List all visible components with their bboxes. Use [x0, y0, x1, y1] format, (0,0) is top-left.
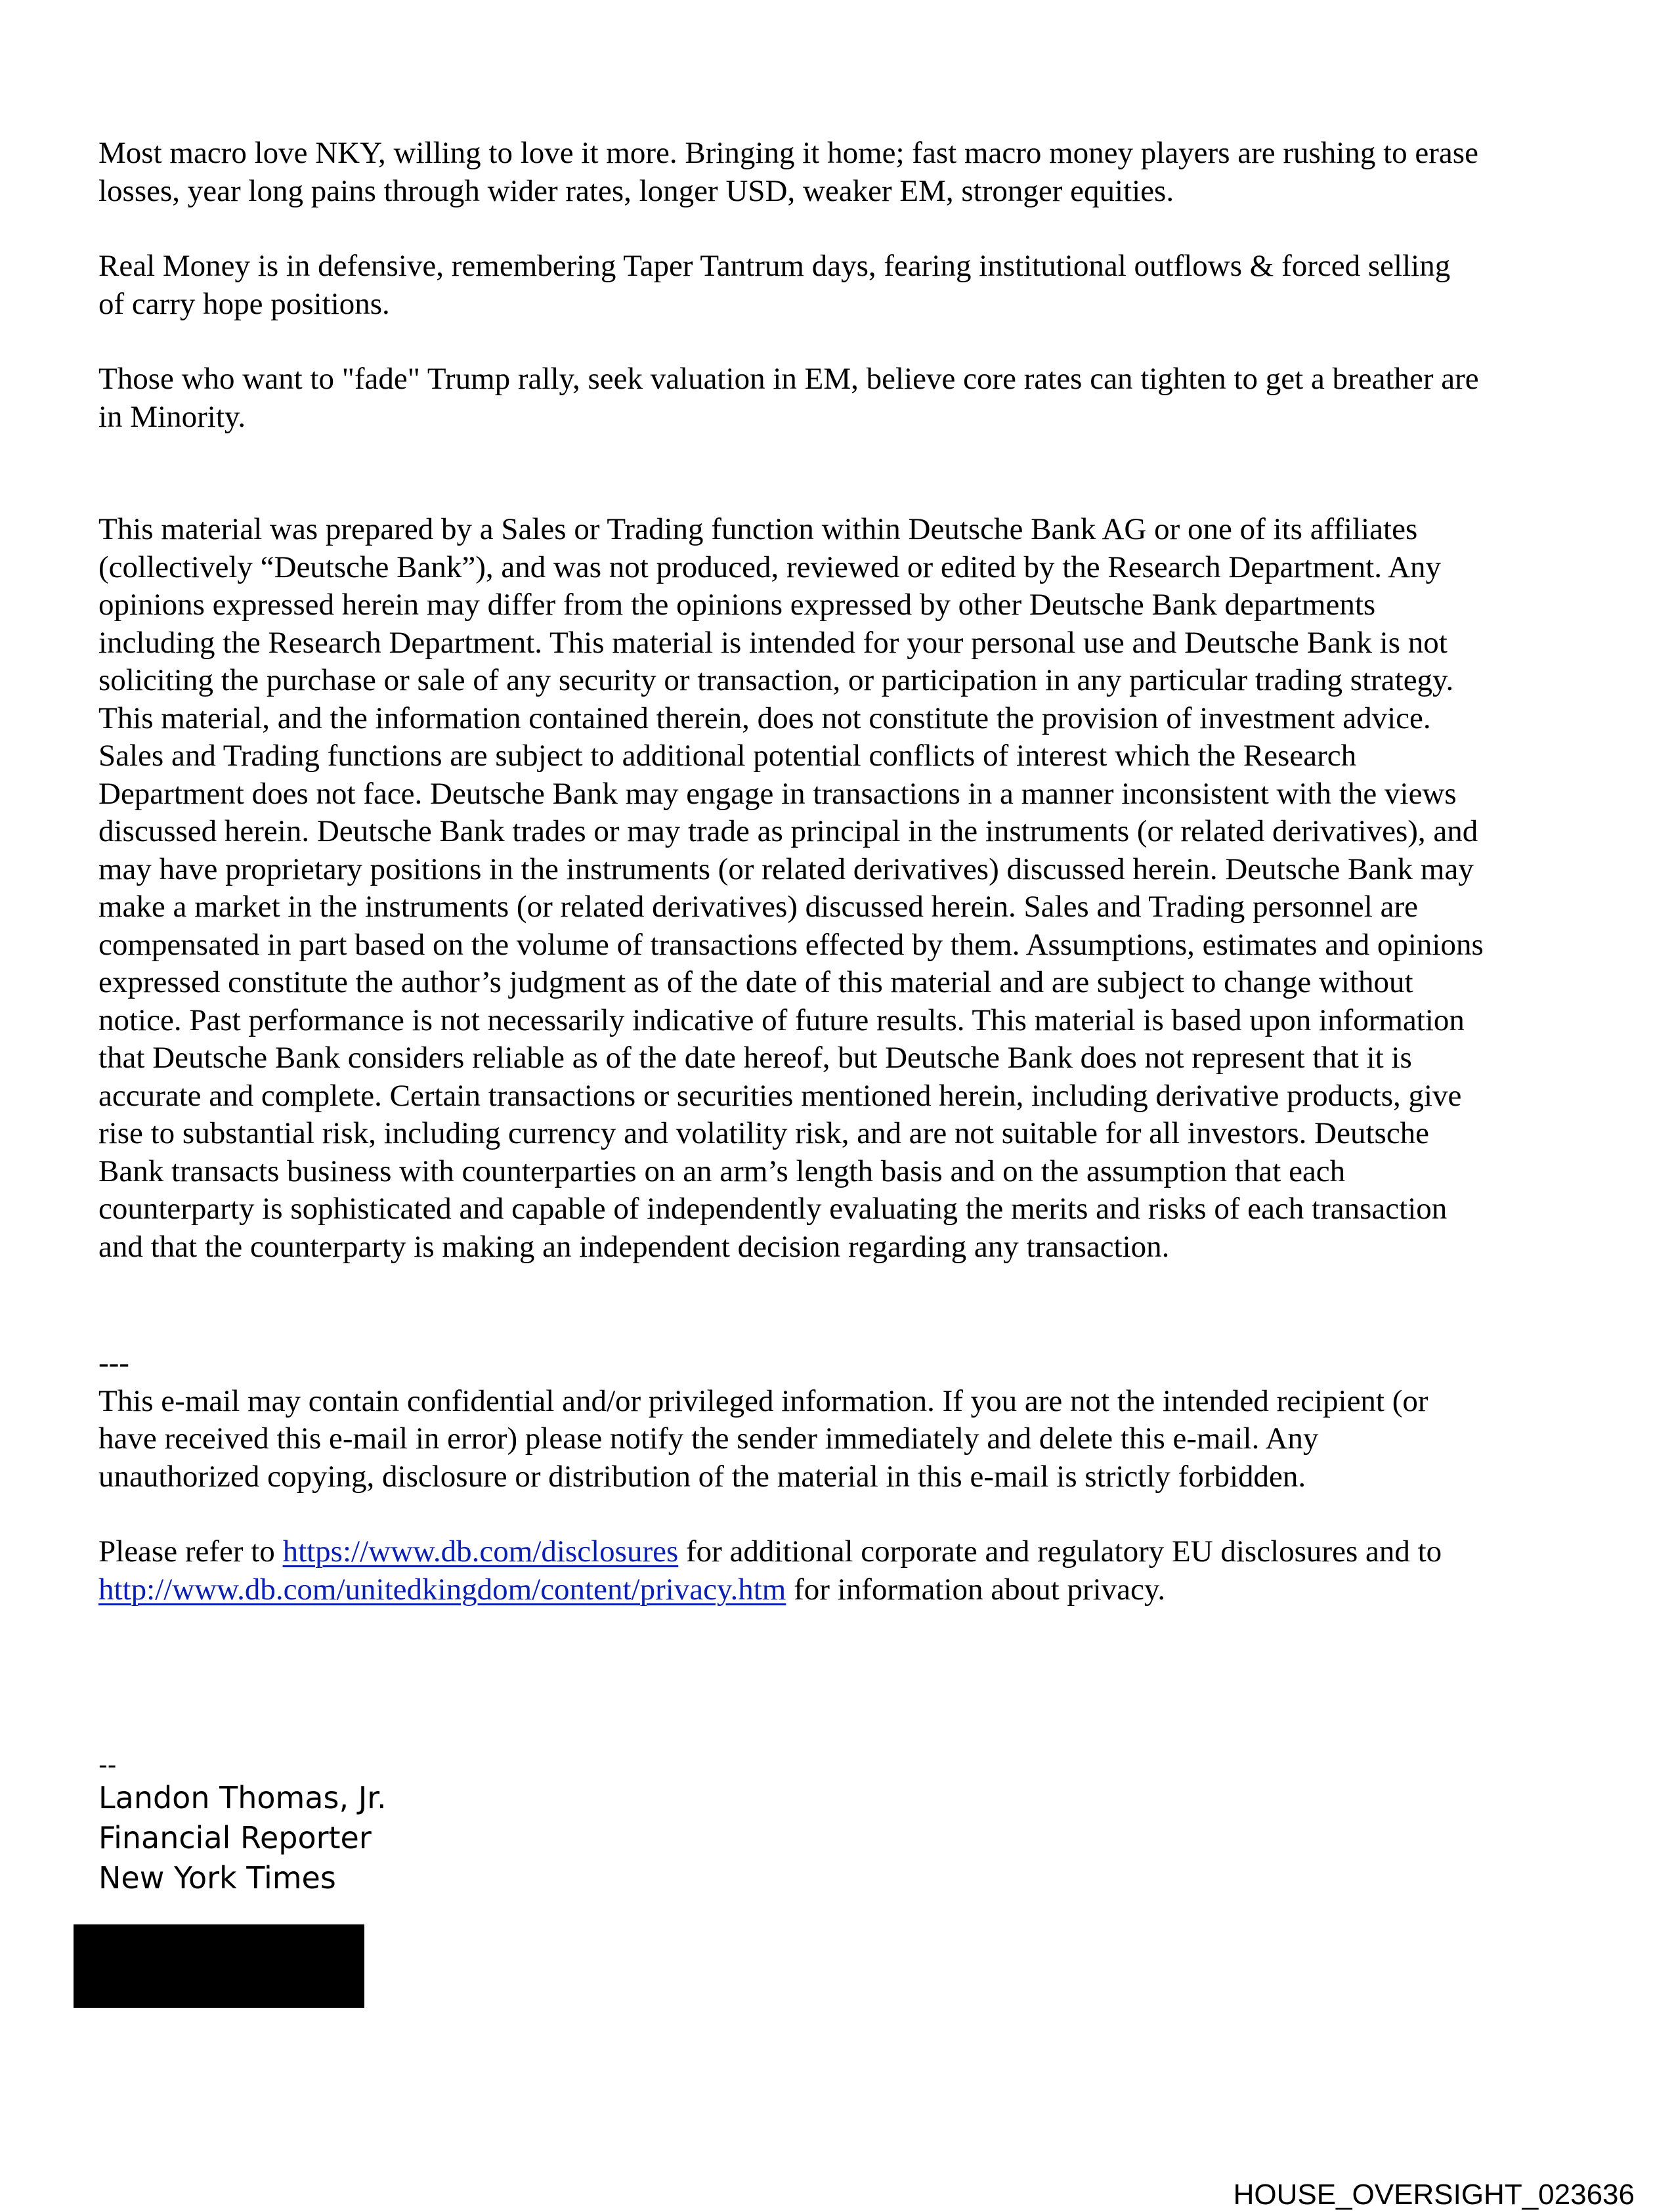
confidentiality-line: unauthorized copying, disclosure or distribution of the material in this e-mail is strictly forbidden.	[98, 1459, 1306, 1494]
deutsche-bank-disclaimer	[98, 511, 1582, 1266]
signature-organization: New York Times	[98, 1860, 336, 1896]
signature-separator: --	[98, 1750, 117, 1779]
paragraph-fade-trump-rally	[98, 360, 1582, 436]
disclaimer-line: Bank transacts business with counterparties on an arm’s length basis and on the assumption that each	[98, 1154, 1346, 1188]
disclaimer-line: Department does not face. Deutsche Bank may engage in transactions in a manner inconsistent with the views	[98, 776, 1457, 811]
disclaimer-line: rise to substantial risk, including currency and volatility risk, and are not suitable for all investors. Deutsche	[98, 1116, 1430, 1150]
disclosures-paragraph	[98, 1533, 1582, 1609]
disclaimer-line: including the Research Department. This material is intended for your personal use and Deutsche Bank is not	[98, 625, 1448, 660]
disclaimer-line: notice. Past performance is not necessarily indicative of future results. This material is based upon information	[98, 1003, 1465, 1037]
disclaimer-line: Sales and Trading functions are subject to additional potential conflicts of interest which the Research	[98, 739, 1357, 773]
confidentiality-line: This e-mail may contain confidential and/or privileged information. If you are not the intended recipient (or	[98, 1383, 1428, 1418]
disclaimer-line: This material was prepared by a Sales or Trading function within Deutsche Bank AG or one of its affiliates	[98, 512, 1418, 546]
confidentiality-notice	[98, 1345, 1582, 1496]
paragraph-line: Real Money is in defensive, remembering Taper Tantrum days, fearing institutional outflows & forced selling	[98, 249, 1451, 283]
signature-block	[98, 1752, 387, 1898]
disclaimer-line: counterparty is sophisticated and capable of independently evaluating the merits and risks of each transaction	[98, 1192, 1448, 1226]
paragraph-line: Most macro love NKY, willing to love it more. Bringing it home; fast macro money players are rushing to erase	[98, 136, 1478, 170]
paragraph-real-money	[98, 248, 1582, 323]
paragraph-macro-view	[98, 135, 1582, 210]
privacy-link[interactable]: http://www.db.com/unitedkingdom/content/privacy.htm	[98, 1572, 786, 1607]
paragraph-line: losses, year long pains through wider rates, longer USD, weaker EM, stronger equities.	[98, 173, 1174, 208]
disclaimer-line: discussed herein. Deutsche Bank trades or may trade as principal in the instruments (or related derivatives), and	[98, 814, 1478, 848]
disclaimer-line: soliciting the purchase or sale of any security or transaction, or participation in any particular trading strategy.	[98, 663, 1454, 697]
disclaimer-line: that Deutsche Bank considers reliable as of the date hereof, but Deutsche Bank does not represent that it is	[98, 1041, 1412, 1075]
disclaimer-line: expressed constitute the author’s judgment as of the date of this material and are subject to change without	[98, 965, 1413, 999]
disclosures-middle: for additional corporate and regulatory EU disclosures and to	[678, 1534, 1442, 1569]
disclaimer-line: may have proprietary positions in the instruments (or related derivatives) discussed herein. Deutsche Bank may	[98, 852, 1474, 886]
disclaimer-line: This material, and the information contained therein, does not constitute the provision of investment advice.	[98, 701, 1431, 735]
disclosures-prefix: Please refer to	[98, 1534, 283, 1569]
paragraph-line: of carry hope positions.	[98, 286, 390, 321]
signature-name: Landon Thomas, Jr.	[98, 1780, 387, 1815]
disclosures-line	[98, 1533, 1582, 1571]
redaction-box	[74, 1924, 364, 2008]
document-id-footer: HOUSE_OVERSIGHT_023636	[1233, 2179, 1635, 2211]
disclaimer-line: compensated in part based on the volume of transactions effected by them. Assumptions, estimates and opinions	[98, 927, 1484, 962]
disclaimer-line: opinions expressed herein may differ from the opinions expressed by other Deutsche Bank departments	[98, 588, 1376, 622]
privacy-suffix: for information about privacy.	[786, 1572, 1166, 1607]
disclaimer-line: (collectively “Deutsche Bank”), and was not produced, reviewed or edited by the Research Department. Any	[98, 550, 1442, 584]
privacy-line	[98, 1571, 1582, 1609]
confidentiality-line: have received this e-mail in error) please notify the sender immediately and delete this e-mail. Any	[98, 1421, 1319, 1456]
disclaimer-line: make a market in the instruments (or related derivatives) discussed herein. Sales and Trading personnel are	[98, 890, 1418, 924]
disclaimer-line: accurate and complete. Certain transactions or securities mentioned herein, including derivative products, give	[98, 1078, 1462, 1113]
paragraph-line: in Minority.	[98, 399, 246, 434]
disclosures-link[interactable]: https://www.db.com/disclosures	[282, 1534, 679, 1569]
separator-dashes: ---	[98, 1346, 129, 1380]
signature-title: Financial Reporter	[98, 1820, 372, 1855]
disclaimer-line: and that the counterparty is making an independent decision regarding any transaction.	[98, 1229, 1170, 1264]
paragraph-line: Those who want to "fade" Trump rally, seek valuation in EM, believe core rates can tighten to get a breather are	[98, 362, 1479, 396]
